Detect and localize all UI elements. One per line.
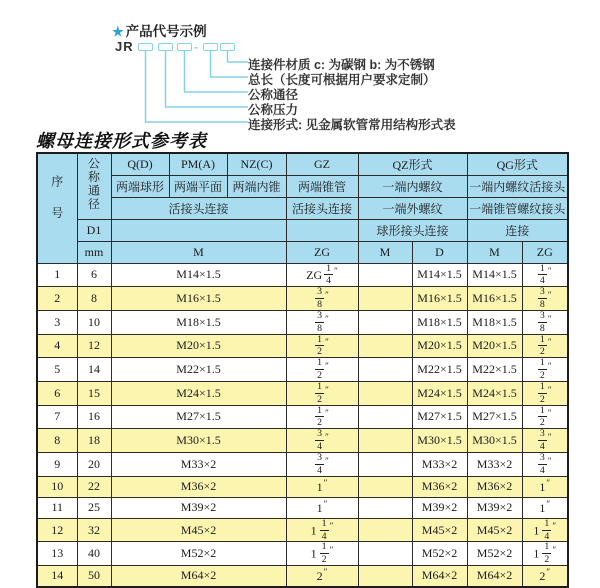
cell-mm: 50 <box>77 566 111 587</box>
cell-serial: 13 <box>37 542 77 566</box>
table-row <box>37 518 568 542</box>
header-pma-desc: 两端平面 <box>169 175 227 197</box>
cell-qg-m: M14×1.5 <box>467 263 522 287</box>
cell-qz-m <box>358 429 412 453</box>
cell-mm: 18 <box>77 429 111 453</box>
cell-m: M36×2 <box>111 476 286 497</box>
cell-serial: 10 <box>37 476 77 497</box>
cell-qz-d: M14×1.5 <box>412 263 467 287</box>
cell-serial: 3 <box>37 310 77 334</box>
cell-qg-m: M33×2 <box>467 453 522 477</box>
cell-m: M16×1.5 <box>111 287 286 311</box>
product-code-prefix: JR <box>115 39 134 54</box>
cell-qz-d: M22×1.5 <box>412 358 467 382</box>
cell-qg-m: M39×2 <box>467 497 522 518</box>
cell-gz-zg: $\frac{1}{2}$ ″ <box>286 405 358 429</box>
cell-serial: 2 <box>37 287 77 311</box>
cell-qg-zg: 1 $\frac{1}{2}$ ″ <box>522 542 568 566</box>
cell-qg-m: M24×1.5 <box>467 381 522 405</box>
cell-qz-d: M18×1.5 <box>412 310 467 334</box>
table-row <box>37 334 568 358</box>
header-mm: mm <box>77 241 111 263</box>
cell-qz-m <box>358 518 412 542</box>
cell-m: M24×1.5 <box>111 381 286 405</box>
cell-qz-d: M30×1.5 <box>412 429 467 453</box>
cell-serial: 6 <box>37 381 77 405</box>
table-body <box>37 263 568 587</box>
cell-serial: 4 <box>37 334 77 358</box>
header-qd: Q(D) <box>111 153 169 175</box>
cell-mm: 6 <box>77 263 111 287</box>
header-pma: PM(A) <box>169 153 227 175</box>
table-row <box>37 310 568 334</box>
cell-qz-d: M16×1.5 <box>412 287 467 311</box>
header-gz-desc: 两端锥管 <box>286 175 358 197</box>
cell-mm: 16 <box>77 405 111 429</box>
cell-mm: 10 <box>77 310 111 334</box>
cell-qz-m <box>358 263 412 287</box>
cell-mm: 8 <box>77 287 111 311</box>
cell-gz-zg: ZG $\frac{1}{4}$ ″ <box>286 263 358 287</box>
header-qg-desc2: 一端锥管螺纹接头 <box>467 197 568 219</box>
nut-connection-table <box>36 152 569 588</box>
cell-gz-zg: $\frac{1}{2}$ ″ <box>286 334 358 358</box>
cell-m: M33×2 <box>111 453 286 477</box>
table-header <box>37 153 568 263</box>
cell-qz-m <box>358 542 412 566</box>
cell-qz-m <box>358 381 412 405</box>
cell-mm: 20 <box>77 453 111 477</box>
cell-gz-zg: $\frac{1}{2}$ ″ <box>286 358 358 382</box>
header-nzc-desc: 两端内锥 <box>227 175 286 197</box>
cell-qg-m: M22×1.5 <box>467 358 522 382</box>
cell-qg-m: M27×1.5 <box>467 405 522 429</box>
header-gz-union: 活接头连接 <box>286 197 358 219</box>
cell-mm: 14 <box>77 358 111 382</box>
cell-qg-zg: $\frac{3}{4}$ ″ <box>522 453 568 477</box>
cell-m: M27×1.5 <box>111 405 286 429</box>
code-box-1 <box>138 43 153 51</box>
cell-qg-zg: $\frac{3}{8}$ ″ <box>522 310 568 334</box>
code-box-3 <box>177 43 192 51</box>
cell-qg-zg: $\frac{1}{2}$ ″ <box>522 358 568 382</box>
table-row <box>37 263 568 287</box>
cell-qg-m: M16×1.5 <box>467 287 522 311</box>
header-serial: 序号 <box>37 153 77 263</box>
cell-qz-m <box>358 310 412 334</box>
cell-qz-m <box>358 566 412 587</box>
header-qg-zg: ZG <box>522 241 568 263</box>
code-box-2 <box>158 43 173 51</box>
cell-qz-d: M20×1.5 <box>412 334 467 358</box>
cell-qz-m <box>358 358 412 382</box>
header-nominal-diameter: 公称通径 <box>77 153 111 219</box>
cell-qg-zg: $\frac{1}{4}$ ″ <box>522 263 568 287</box>
cell-m: M52×2 <box>111 542 286 566</box>
cell-qz-d: M52×2 <box>412 542 467 566</box>
cell-qg-m: M52×2 <box>467 542 522 566</box>
cell-gz-zg: $\frac{3}{8}$ ″ <box>286 310 358 334</box>
cell-mm: 12 <box>77 334 111 358</box>
cell-qg-zg: 1″ <box>522 497 568 518</box>
table-row <box>37 566 568 587</box>
header-ball-joint-connection: 球形接头连接 <box>358 219 467 241</box>
header-gz-zg: ZG <box>286 241 358 263</box>
cell-qg-m: M36×2 <box>467 476 522 497</box>
header-blank-m <box>111 219 286 241</box>
cell-gz-zg: 1 $\frac{1}{2}$ ″ <box>286 542 358 566</box>
cell-mm: 40 <box>77 542 111 566</box>
cell-qz-m <box>358 405 412 429</box>
table-title: 螺母连接形式参考表 <box>36 131 207 151</box>
table-row <box>37 381 568 405</box>
header-connection: 连接 <box>467 219 568 241</box>
cell-qz-m <box>358 287 412 311</box>
cell-qg-zg: $\frac{3}{4}$ ″ <box>522 429 568 453</box>
code-dash: - <box>194 40 198 54</box>
cell-m: M45×2 <box>111 518 286 542</box>
cell-mm: 25 <box>77 497 111 518</box>
cell-qz-d: M45×2 <box>412 518 467 542</box>
cell-serial: 9 <box>37 453 77 477</box>
cell-qg-zg: 1 $\frac{1}{4}$ ″ <box>522 518 568 542</box>
table-row <box>37 542 568 566</box>
cell-gz-zg: $\frac{3}{4}$ ″ <box>286 453 358 477</box>
cell-qg-m: M18×1.5 <box>467 310 522 334</box>
cell-m: M30×1.5 <box>111 429 286 453</box>
product-code-title: ★ 产品代号示例 <box>112 24 207 39</box>
code-label-connection: 连接形式: 见金属软管常用结构形式表 <box>248 118 456 132</box>
header-qz-d: D <box>412 241 467 263</box>
cell-qz-d: M24×1.5 <box>412 381 467 405</box>
cell-qz-m <box>358 497 412 518</box>
cell-serial: 7 <box>37 405 77 429</box>
table-row <box>37 405 568 429</box>
code-label-material: 连接件材质 c: 为碳钢 b: 为不锈钢 <box>248 58 435 72</box>
cell-qg-zg: 2″ <box>522 566 568 587</box>
cell-serial: 8 <box>37 429 77 453</box>
cell-mm: 22 <box>77 476 111 497</box>
header-qz-form: QZ形式 <box>358 153 467 175</box>
star-icon: ★ <box>112 24 124 39</box>
code-label-length: 总长（长度可根据用户要求定制） <box>248 73 436 87</box>
header-nzc: NZ(C) <box>227 153 286 175</box>
header-union-connection: 活接头连接 <box>111 197 286 219</box>
cell-gz-zg: $\frac{3}{4}$ ″ <box>286 429 358 453</box>
header-qz-desc2: 一端外螺纹 <box>358 197 467 219</box>
cell-qg-m: M30×1.5 <box>467 429 522 453</box>
table-row <box>37 287 568 311</box>
header-blank-gz <box>286 219 358 241</box>
connector-lines <box>140 51 248 127</box>
cell-gz-zg: $\frac{3}{8}$ ″ <box>286 287 358 311</box>
header-qg-form: QG形式 <box>467 153 568 175</box>
cell-serial: 14 <box>37 566 77 587</box>
cell-qz-m <box>358 334 412 358</box>
header-m-thread: M <box>111 241 286 263</box>
cell-qz-d: M64×2 <box>412 566 467 587</box>
table-row <box>37 453 568 477</box>
code-box-4 <box>203 43 218 51</box>
cell-serial: 11 <box>37 497 77 518</box>
header-qg-desc: 一端内螺纹活接头 <box>467 175 568 197</box>
cell-m: M20×1.5 <box>111 334 286 358</box>
cell-qz-d: M39×2 <box>412 497 467 518</box>
cell-qz-d: M36×2 <box>412 476 467 497</box>
cell-qz-m <box>358 476 412 497</box>
code-label-diameter: 公称通径 <box>248 88 299 102</box>
cell-gz-zg: 1″ <box>286 476 358 497</box>
cell-qz-d: M27×1.5 <box>412 405 467 429</box>
cell-m: M22×1.5 <box>111 358 286 382</box>
code-label-pressure: 公称压力 <box>248 103 299 117</box>
cell-serial: 12 <box>37 518 77 542</box>
cell-m: M39×2 <box>111 497 286 518</box>
cell-gz-zg: $\frac{1}{2}$ ″ <box>286 381 358 405</box>
cell-gz-zg: 1″ <box>286 497 358 518</box>
cell-qg-m: M64×2 <box>467 566 522 587</box>
table-row <box>37 497 568 518</box>
cell-m: M14×1.5 <box>111 263 286 287</box>
cell-serial: 5 <box>37 358 77 382</box>
header-qg-m: M <box>467 241 522 263</box>
cell-m: M18×1.5 <box>111 310 286 334</box>
header-qd-desc: 两端球形 <box>111 175 169 197</box>
table-row <box>37 358 568 382</box>
cell-qg-zg: $\frac{1}{2}$ ″ <box>522 405 568 429</box>
cell-serial: 1 <box>37 263 77 287</box>
cell-mm: 15 <box>77 381 111 405</box>
cell-qg-zg: $\frac{1}{2}$ ″ <box>522 381 568 405</box>
cell-mm: 32 <box>77 518 111 542</box>
table-row <box>37 476 568 497</box>
cell-m: M64×2 <box>111 566 286 587</box>
cell-qg-zg: $\frac{1}{2}$ ″ <box>522 334 568 358</box>
code-box-5 <box>220 43 235 51</box>
header-gz: GZ <box>286 153 358 175</box>
cell-qg-m: M20×1.5 <box>467 334 522 358</box>
cell-qg-zg: $\frac{3}{8}$ ″ <box>522 287 568 311</box>
cell-qz-m <box>358 453 412 477</box>
cell-gz-zg: 1 $\frac{1}{4}$ ″ <box>286 518 358 542</box>
cell-qz-d: M33×2 <box>412 453 467 477</box>
table-row <box>37 429 568 453</box>
cell-gz-zg: 2″ <box>286 566 358 587</box>
header-d1: D1 <box>77 219 111 241</box>
cell-qg-zg: 1″ <box>522 476 568 497</box>
header-qz-desc: 一端内螺纹 <box>358 175 467 197</box>
cell-qg-m: M45×2 <box>467 518 522 542</box>
header-qz-m: M <box>358 241 412 263</box>
